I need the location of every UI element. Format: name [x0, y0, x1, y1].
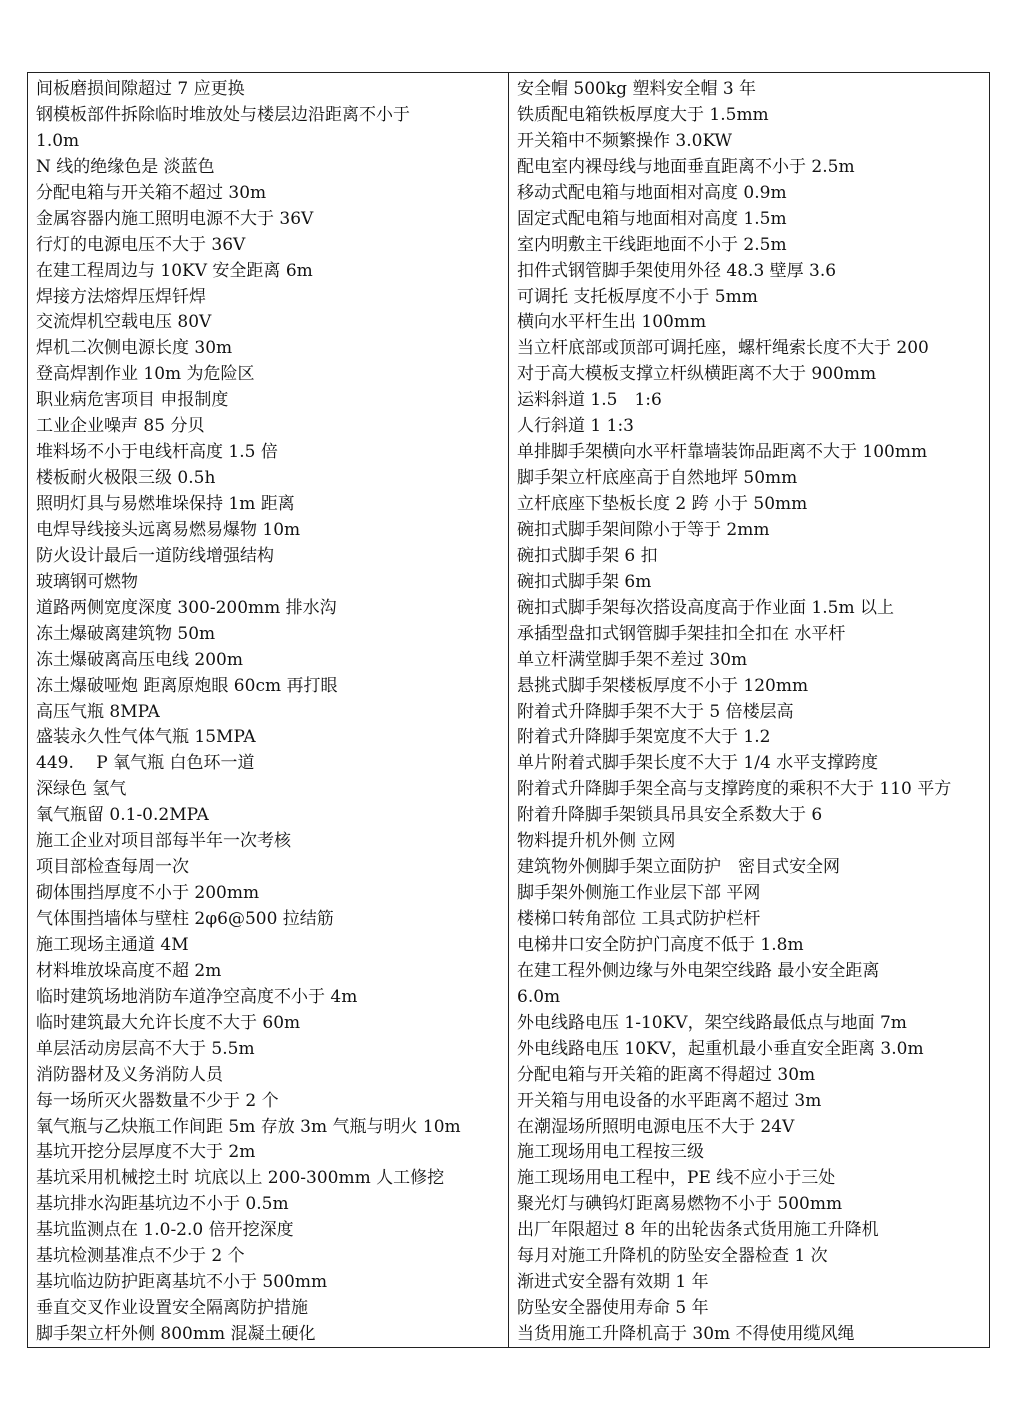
- note-line: 分配电箱与开关箱不超过 30m: [36, 182, 267, 203]
- note-line: 单层活动房层高不大于 5.5m: [36, 1038, 255, 1059]
- note-line: 垂直交叉作业设置安全隔离防护措施: [36, 1298, 308, 1319]
- note-line: 运料斜道 1.5 1:6: [517, 390, 662, 411]
- note-line: 6.0m: [517, 986, 561, 1007]
- note-line: 砌体围挡厚度不小于 200mm: [36, 883, 260, 904]
- note-line: 氧气瓶与乙炔瓶工作间距 5m 存放 3m 气瓶与明火 10m: [36, 1116, 461, 1137]
- note-line: 碗扣式脚手架 6 扣: [517, 545, 658, 566]
- note-line: 间板磨损间隙超过 7 应更换: [36, 79, 245, 99]
- note-line: 配电室内裸母线与地面垂直距离不小于 2.5m: [517, 156, 855, 177]
- note-line: 安全帽 500kg 塑料安全帽 3 年: [517, 79, 757, 99]
- note-line: 脚手架外侧施工作业层下部 平网: [517, 883, 761, 904]
- note-line: 外电线路电压 10KV，起重机最小垂直安全距离 3.0m: [517, 1038, 924, 1059]
- note-line: 施工现场用电工程按三级: [517, 1142, 704, 1163]
- note-line: 基坑开挖分层厚度不大于 2m: [36, 1142, 256, 1163]
- left-column: [28, 73, 509, 1347]
- note-line: 承插型盘扣式钢管脚手架挂扣全扣在 水平杆: [517, 623, 846, 644]
- note-line: 出厂年限超过 8 年的出轮齿条式货用施工升降机: [517, 1220, 879, 1241]
- note-line: 建筑物外侧脚手架立面防护 密目式安全网: [517, 857, 840, 878]
- note-line: 立杆底座下垫板长度 2 跨 小于 50mm: [517, 494, 808, 514]
- note-line: 碗扣式脚手架间隙小于等于 2mm: [517, 519, 770, 540]
- note-line: 开关箱中不频繁操作 3.0KW: [517, 130, 733, 151]
- note-line: 单排脚手架横向水平杆靠墙装饰品距离不大于 100mm: [517, 442, 928, 463]
- note-line: 碗扣式脚手架每次搭设高度高于作业面 1.5m 以上: [517, 597, 894, 618]
- note-line: 基坑监测点在 1.0-2.0 倍开挖深度: [36, 1220, 294, 1241]
- note-line: 基坑检测基准点不少于 2 个: [36, 1246, 245, 1267]
- note-line: 悬挑式脚手架楼板厚度不小于 120mm: [517, 675, 809, 696]
- notes-table: [27, 72, 990, 1348]
- note-line: 在建工程外侧边缘与外电架空线路 最小安全距离: [517, 960, 880, 981]
- note-line: N 线的绝缘色是 淡蓝色: [36, 156, 215, 177]
- note-line: 气体围挡墙体与壁柱 2φ6@500 拉结筋: [36, 909, 334, 929]
- note-line: 金属容器内施工照明电源不大于 36V: [36, 208, 314, 229]
- note-line: 玻璃钢可燃物: [36, 571, 138, 592]
- note-line: 防火设计最后一道防线增强结构: [36, 545, 274, 566]
- note-line: 基坑采用机械挖土时 坑底以上 200-300mm 人工修挖: [36, 1168, 445, 1189]
- note-line: 施工企业对项目部每半年一次考核: [36, 831, 291, 852]
- note-line: 基坑临边防护距离基坑不小于 500mm: [36, 1272, 328, 1293]
- note-line: 脚手架立杆底座高于自然地坪 50mm: [517, 468, 798, 489]
- note-line: 人行斜道 1 1:3: [517, 416, 634, 437]
- note-line: 在建工程周边与 10KV 安全距离 6m: [36, 260, 313, 281]
- note-line: 钢模板部件拆除临时堆放处与楼层边沿距离不小于: [36, 104, 410, 125]
- note-line: 道路两侧宽度深度 300-200mm 排水沟: [36, 597, 337, 618]
- note-line: 堆料场不小于电线杆高度 1.5 倍: [36, 442, 278, 463]
- note-line: 渐进式安全器有效期 1 年: [517, 1272, 709, 1293]
- note-line: 附着式升降脚手架全高与支撑跨度的乘积不大于 110 平方: [517, 779, 952, 800]
- note-line: 移动式配电箱与地面相对高度 0.9m: [517, 182, 787, 203]
- note-line: 对于高大模板支撑立杆纵横距离不大于 900mm: [517, 364, 877, 385]
- note-line: 防坠安全器使用寿命 5 年: [517, 1298, 709, 1319]
- note-line: 当货用施工升降机高于 30m 不得使用缆风绳: [517, 1324, 855, 1344]
- note-line: 扣件式钢管脚手架使用外径 48.3 壁厚 3.6: [517, 260, 837, 281]
- note-line: 固定式配电箱与地面相对高度 1.5m: [517, 208, 787, 229]
- note-line: 临时建筑最大允许长度不大于 60m: [36, 1012, 301, 1033]
- note-line: 冻土爆破离高压电线 200m: [36, 649, 243, 670]
- note-line: 铁质配电箱铁板厚度大于 1.5mm: [517, 104, 769, 125]
- note-line: 楼梯口转角部位 工具式防护栏杆: [517, 909, 761, 929]
- note-line: 449. P 氧气瓶 白色环一道: [36, 753, 255, 774]
- note-line: 临时建筑场地消防车道净空高度不小于 4m: [36, 986, 358, 1007]
- note-line: 深绿色 氢气: [36, 779, 127, 800]
- note-line: 交流焊机空载电压 80V: [36, 312, 212, 333]
- note-line: 工业企业噪声 85 分贝: [36, 416, 205, 437]
- note-line: 聚光灯与碘钨灯距离易燃物不小于 500mm: [517, 1194, 843, 1215]
- note-line: 行灯的电源电压不大于 36V: [36, 234, 246, 255]
- note-line: 脚手架立杆外侧 800mm 混凝土硬化: [36, 1324, 316, 1344]
- note-line: 消防器材及义务消防人员: [36, 1064, 223, 1085]
- note-line: 在潮湿场所照明电源电压不大于 24V: [517, 1116, 795, 1137]
- note-line: 附着式升降脚手架不大于 5 倍楼层高: [517, 701, 794, 722]
- note-line: 附着式升降脚手架宽度不大于 1.2: [517, 727, 771, 748]
- note-line: 单立杆满堂脚手架不差过 30m: [517, 649, 748, 670]
- note-line: 物料提升机外侧 立网: [517, 831, 676, 852]
- note-line: 职业病危害项目 申报制度: [36, 390, 229, 411]
- note-line: 照明灯具与易燃堆垛保持 1m 距离: [36, 494, 295, 514]
- note-line: 碗扣式脚手架 6m: [517, 571, 652, 592]
- note-line: 施工现场用电工程中，PE 线不应小于三处: [517, 1168, 836, 1189]
- note-line: 冻土爆破哑炮 距离原炮眼 60cm 再打眼: [36, 675, 338, 696]
- note-line: 施工现场主通道 4M: [36, 934, 189, 955]
- note-line: 电梯井口安全防护门高度不低于 1.8m: [517, 934, 804, 955]
- note-line: 楼板耐火极限三级 0.5h: [36, 468, 216, 489]
- note-line: 单片附着式脚手架长度不大于 1/4 水平支撑跨度: [517, 753, 879, 774]
- note-line: 1.0m: [36, 130, 80, 151]
- note-line: 每月对施工升降机的防坠安全器检查 1 次: [517, 1246, 828, 1267]
- note-line: 室内明敷主干线距地面不小于 2.5m: [517, 234, 787, 255]
- note-line: 可调托 支托板厚度不小于 5mm: [517, 286, 758, 307]
- note-line: 分配电箱与开关箱的距离不得超过 30m: [517, 1064, 816, 1085]
- note-line: 附着升降脚手架锁具吊具安全系数大于 6: [517, 805, 823, 826]
- note-line: 项目部检查每周一次: [36, 857, 189, 878]
- note-line: 开关箱与用电设备的水平距离不超过 3m: [517, 1090, 822, 1111]
- note-line: 氧气瓶留 0.1-0.2MPA: [36, 805, 209, 826]
- note-line: 焊机二次侧电源长度 30m: [36, 338, 233, 359]
- note-line: 基坑排水沟距基坑边不小于 0.5m: [36, 1194, 289, 1215]
- note-line: 焊接方法熔焊压焊钎焊: [36, 286, 206, 307]
- note-line: 电焊导线接头远离易燃易爆物 10m: [36, 519, 301, 540]
- note-line: 材料堆放垛高度不超 2m: [36, 960, 222, 981]
- right-column: [509, 73, 989, 1347]
- note-line: 高压气瓶 8MPA: [36, 701, 160, 722]
- note-line: 外电线路电压 1-10KV，架空线路最低点与地面 7m: [517, 1012, 907, 1033]
- note-line: 登高焊割作业 10m 为危险区: [36, 364, 255, 385]
- note-line: 冻土爆破离建筑物 50m: [36, 623, 216, 644]
- note-line: 每一场所灭火器数量不少于 2 个: [36, 1090, 279, 1111]
- note-line: 当立杆底部或顶部可调托座，螺杆绳索长度不大于 200: [517, 338, 929, 359]
- note-line: 盛装永久性气体气瓶 15MPA: [36, 727, 256, 748]
- note-line: 横向水平杆生出 100mm: [517, 312, 707, 333]
